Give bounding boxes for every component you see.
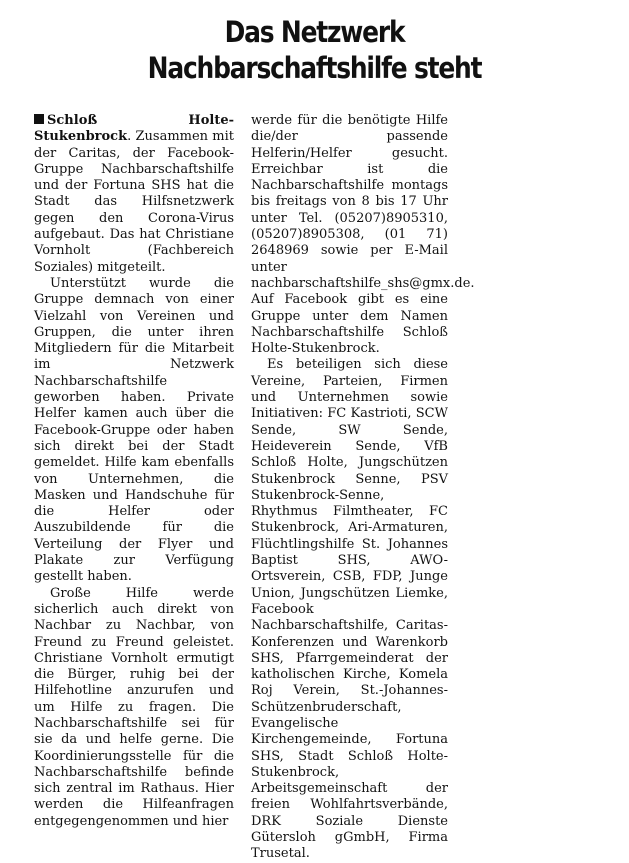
headline bbox=[44, 14, 585, 86]
article-paragraph-4: werde für die benötigte Hilfe die/der passende Helferin/Helfer gesucht. Erreichbar ist die Nachbarschaftshilfe montags bis freitags von 8 bis 17 Uhr unter Tel. (05207)8905310, (05207)8905308, (01 71) 2648969 sowie per E-Mail unter nachbarschaftshilfe_shs@gmx.de. Auf Facebook gibt es eine Gruppe unter dem Namen Nachbarschaftshilfe Schloß Holte-Stukenbrock. bbox=[251, 113, 475, 357]
article-paragraph-5: Es beteiligen sich diese Vereine, Parteien, Firmen und Unternehmen sowie Initiativen: FC Kastrioti, SCW Sende, SW Sende, Heideverein Sende, VfB Schloß Holte, Jungschützen Stukenbrock Senne, PSV Stukenbrock-Senne, Rhythmus Filmtheater, FC Stukenbrock, Ari-Armaturen, Flüchtlingshilfe St. Johannes Baptist SHS, AWO-Ortsverein, CSB, FDP, Junge Union, Jungschützen Liemke, Facebook Nachbarschaftshilfe, Caritas-Konferenzen und Warenkorb SHS, Pfarrgemeinderat der katholischen Kirche, Komela Roj Verein, St.-Johannes-Schützenbruderschaft, Evangelische Kirchengemeinde, Fortuna SHS, Stadt Schloß Holte-Stukenbrock, Arbeitsgemeinschaft der freien Wohlfahrtsverbände, DRK Soziale Dienste Gütersloh gGmbH, Firma Trusetal. bbox=[251, 357, 448, 862]
headline-line-1: Das Netzwerk bbox=[224, 15, 405, 49]
headline-line-2: Nachbarschaftshilfe steht bbox=[147, 51, 482, 85]
article-paragraph-1 bbox=[34, 113, 234, 276]
paragraph-1-text: . Zusammen mit der Caritas, der Facebook-Gruppe Nachbarschaftshilfe und der Fortuna SHS hat die Stadt das Hilfsnetzwerk gegen den Corona-Virus aufgebaut. Das hat Christiane Vornholt (Fachbereich Soziales) mitgeteilt. bbox=[34, 129, 234, 275]
article-paragraph-2: Unterstützt wurde die Gruppe demnach von einer Vielzahl von Vereinen und Gruppen, die unter ihren Mitgliedern für die Mitarbeit im Netzwerk Nachbarschaftshilfe geworben haben. Private Helfer kamen auch über die Facebook-Gruppe oder haben sich direkt bei der Stadt gemeldet. Hilfe kam ebenfalls von Unternehmen, die Masken und Handschuhe für die Helfer oder Auszubildende für die Verteilung der Flyer und Plakate zur Verfügung gestellt haben. bbox=[34, 275, 234, 585]
dateline: Schloß Holte-Stukenbrock bbox=[34, 113, 234, 145]
article-column-left bbox=[34, 113, 234, 830]
article-column-right bbox=[251, 113, 475, 863]
article-paragraph-3: Große Hilfe werde sicherlich auch direkt von Nachbar zu Nachbar, von Freund zu Freund geleistet. Christiane Vornholt ermutigt die Bürger, ruhig bei der Hilfehotline anzurufen und um Hilfe zu fragen. Die Nachbarschaftshilfe sei für sie da und helfe gerne. Die Koordinierungsstelle für die Nachbarschaftshilfe befinde sich zentral im Rathaus. Hier werden die Hilfeanfragen entgegengenommen und hier bbox=[34, 585, 234, 829]
dateline-square-icon bbox=[34, 114, 44, 124]
